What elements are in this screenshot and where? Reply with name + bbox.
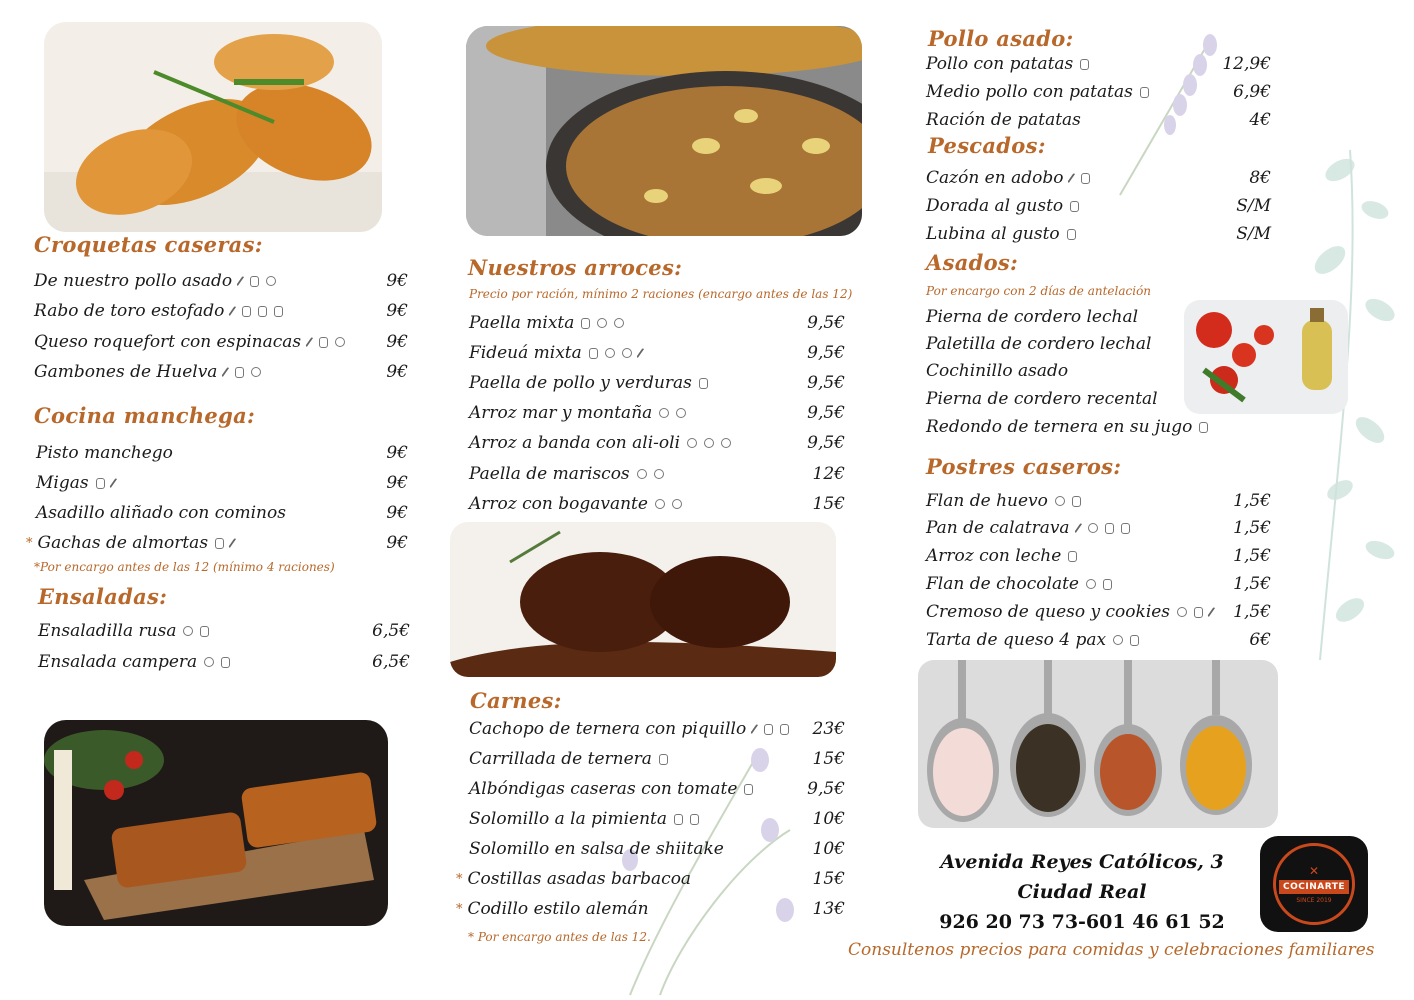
item-name: Ración de patatas [926, 110, 1081, 130]
item-price: 12,9€ [1222, 54, 1271, 74]
allergen-icon [636, 347, 646, 358]
allergen-icon [1199, 422, 1208, 433]
item-price: S/M [1236, 196, 1271, 216]
menu-item [469, 400, 845, 426]
allergen-icon [1113, 635, 1123, 645]
allergen-icon [236, 275, 246, 286]
menu-item [36, 500, 408, 526]
logo-ring [1273, 843, 1355, 925]
manchega-note: *Por encargo antes de las 12 (mínimo 4 raciones) [34, 560, 335, 574]
allergen-icon [229, 305, 239, 316]
item-price: 6,5€ [372, 621, 410, 641]
menu-item [926, 304, 1176, 330]
item-name: Cremoso de queso y cookies [926, 602, 1171, 622]
item-name: Costillas asadas barbacoa [467, 869, 692, 889]
allergen-icon [1207, 606, 1217, 617]
item-price: 13€ [812, 899, 845, 919]
allergen-icon [1055, 496, 1065, 506]
menu-item [34, 298, 408, 324]
paella-photo [466, 26, 862, 236]
footer-note: Consultenos precios para comidas y celebraciones familiares [848, 940, 1375, 960]
allergen-icon [1088, 523, 1098, 533]
menu-item [34, 268, 408, 294]
menu-item [38, 649, 410, 675]
item-name: Cachopo de ternera con piquillo [469, 719, 747, 739]
allergen-icon [704, 438, 714, 448]
arroces-title: Nuestros arroces: [468, 255, 683, 280]
item-name: Paella mixta [469, 313, 575, 333]
carrillada-photo [450, 522, 836, 677]
menu-item [469, 430, 845, 456]
item-name: Pisto manchego [36, 443, 173, 463]
allergen-icon [1177, 607, 1187, 617]
item-price: 9,5€ [807, 779, 845, 799]
item-name: Arroz a banda con ali-oli [469, 433, 681, 453]
menu-item [469, 746, 845, 772]
city-line: Ciudad Real [1017, 881, 1147, 903]
menu-item [26, 530, 408, 556]
menu-item [34, 359, 408, 385]
restaurant-logo [1260, 836, 1368, 932]
allergen-icon [744, 784, 753, 795]
menu-item [926, 193, 1271, 219]
menu-item [926, 599, 1271, 625]
carnes-title: Carnes: [470, 688, 562, 713]
allergen-icon [655, 499, 665, 509]
item-name: Gambones de Huelva [34, 362, 218, 382]
allergen-icon [699, 378, 708, 389]
allergen-icon [1081, 173, 1090, 184]
item-name: Rabo de toro estofado [34, 301, 225, 321]
allergen-icon [589, 348, 598, 359]
item-price: 23€ [812, 719, 845, 739]
item-price: 9€ [386, 301, 408, 321]
item-price: 9,5€ [807, 403, 845, 423]
item-price: 9€ [386, 533, 408, 553]
item-price: 1,5€ [1233, 602, 1271, 622]
item-name: Migas [36, 473, 89, 493]
allergen-icon [721, 438, 731, 448]
menu-item [926, 386, 1176, 412]
item-price: 4€ [1249, 110, 1271, 130]
allergen-icon [242, 306, 251, 317]
item-name: Solomillo a la pimienta [469, 809, 667, 829]
allergen-icon [319, 337, 328, 348]
allergen-icon [1074, 522, 1084, 533]
item-price: 1,5€ [1233, 518, 1271, 538]
allergen-icon [750, 723, 760, 734]
allergen-icon [676, 408, 686, 418]
allergen-icon [228, 537, 238, 548]
item-name: Dorada al gusto [926, 196, 1064, 216]
menu-item [34, 329, 408, 355]
item-name: Lubina al gusto [926, 224, 1060, 244]
menu-item [469, 461, 845, 487]
allergen-icon [1072, 496, 1081, 507]
allergen-icon [674, 814, 683, 825]
item-name: Medio pollo con patatas [926, 82, 1133, 102]
item-name: Albóndigas caseras con tomate [469, 779, 738, 799]
allergen-icon [1070, 201, 1079, 212]
allergen-icon [780, 724, 789, 735]
item-price: 9,5€ [807, 313, 845, 333]
item-price: 1,5€ [1233, 491, 1271, 511]
item-price: 9,5€ [807, 373, 845, 393]
item-price: 6,9€ [1233, 82, 1271, 102]
allergen-icon [1194, 607, 1203, 618]
spices-photo [918, 660, 1278, 828]
item-name: De nuestro pollo asado [34, 271, 233, 291]
order-star: * [456, 871, 463, 887]
item-price: 6€ [1249, 630, 1271, 650]
menu-item [469, 806, 845, 832]
allergen-icon [1121, 523, 1130, 534]
allergen-icon [183, 626, 193, 636]
item-price: 9€ [386, 473, 408, 493]
menu-item [926, 358, 1176, 384]
allergen-icon [614, 318, 624, 328]
menu-item [926, 221, 1271, 247]
menu-item [926, 543, 1271, 569]
item-name: Paella de mariscos [469, 464, 630, 484]
address-line: Avenida Reyes Católicos, 3 [940, 851, 1224, 873]
arroces-note: Precio por ración, mínimo 2 raciones (encargo antes de las 12) [469, 287, 853, 301]
allergen-icon [222, 366, 232, 377]
menu-item [456, 896, 845, 922]
allergen-icon [251, 367, 261, 377]
menu-item [926, 627, 1271, 653]
item-name: Pollo con patatas [926, 54, 1074, 74]
allergen-icon [690, 814, 699, 825]
item-price: 1,5€ [1233, 546, 1271, 566]
allergen-icon [1086, 579, 1096, 589]
allergen-icon [1067, 229, 1076, 240]
allergen-icon [274, 306, 283, 317]
phone-numbers: 926 20 73 73-601 46 61 52 [939, 911, 1225, 933]
allergen-icon [687, 438, 697, 448]
allergen-icon [266, 276, 276, 286]
item-name: Redondo de ternera en su jugo [926, 417, 1193, 437]
allergen-icon [200, 626, 209, 637]
asados-note: Por encargo con 2 días de antelación [926, 284, 1152, 298]
item-price: 9,5€ [807, 343, 845, 363]
item-price: 9,5€ [807, 433, 845, 453]
item-name: Asadillo aliñado con cominos [36, 503, 286, 523]
menu-item [469, 340, 845, 366]
costillas-photo [44, 720, 388, 926]
item-name: Solomillo en salsa de shiitake [469, 839, 724, 859]
order-star: * [456, 901, 463, 917]
menu-item [469, 370, 845, 396]
menu-item [469, 491, 845, 517]
item-name: Cazón en adobo [926, 168, 1064, 188]
allergen-icon [1103, 579, 1112, 590]
asados-title: Asados: [926, 250, 1019, 275]
allergen-icon [250, 276, 259, 287]
item-price: 9€ [386, 271, 408, 291]
allergen-icon [1080, 59, 1089, 70]
item-price: 15€ [812, 869, 845, 889]
item-name: Arroz con leche [926, 546, 1062, 566]
item-name: Queso roquefort con espinacas [34, 332, 302, 352]
item-price: 8€ [1249, 168, 1271, 188]
allergen-icon [221, 657, 230, 668]
menu-item [456, 866, 845, 892]
menu-item [469, 836, 845, 862]
croquetas-photo [44, 22, 382, 232]
allergen-icon [1068, 551, 1077, 562]
allergen-icon [654, 469, 664, 479]
item-price: 15€ [812, 749, 845, 769]
item-price: 12€ [812, 464, 845, 484]
allergen-icon [1130, 635, 1139, 646]
allergen-icon [258, 306, 267, 317]
menu-item [926, 165, 1271, 191]
item-name: Paletilla de cordero lechal [926, 334, 1152, 354]
allergen-icon [1068, 172, 1078, 183]
menu-item [36, 470, 408, 496]
item-price: S/M [1236, 224, 1271, 244]
allergen-icon [597, 318, 607, 328]
item-price: 15€ [812, 494, 845, 514]
item-name: Gachas de almortas [37, 533, 209, 553]
item-price: 9€ [386, 362, 408, 382]
item-name: Ensaladilla rusa [38, 621, 177, 641]
item-name: Pierna de cordero recental [926, 389, 1158, 409]
item-name: Fideuá mixta [469, 343, 582, 363]
allergen-icon [672, 499, 682, 509]
pollo-title: Pollo asado: [928, 26, 1074, 51]
carnes-note: * Por encargo antes de las 12. [468, 930, 651, 944]
menu-item [469, 776, 845, 802]
item-name: Pierna de cordero lechal [926, 307, 1139, 327]
menu-item [926, 331, 1176, 357]
menu-item [469, 716, 845, 742]
item-name: Ensalada campera [38, 652, 198, 672]
menu-item [926, 515, 1271, 541]
menu-item [926, 79, 1271, 105]
logo-name: COCINARTE [1279, 880, 1349, 894]
allergen-icon [1140, 87, 1149, 98]
logo-since: SINCE 2019 [1296, 897, 1332, 904]
item-name: Codillo estilo alemán [467, 899, 649, 919]
item-name: Tarta de queso 4 pax [926, 630, 1107, 650]
allergen-icon [637, 469, 647, 479]
allergen-icon [235, 367, 244, 378]
allergen-icon [605, 348, 615, 358]
allergen-icon [335, 337, 345, 347]
allergen-icon [109, 477, 119, 488]
order-star: * [26, 535, 33, 551]
item-name: Arroz con bogavante [469, 494, 648, 514]
menu-item [36, 440, 408, 466]
allergen-icon [204, 657, 214, 667]
allergen-icon [581, 318, 590, 329]
item-name: Carrillada de ternera [469, 749, 652, 769]
allergen-icon [659, 754, 668, 765]
item-name: Paella de pollo y verduras [469, 373, 692, 393]
allergen-icon [622, 348, 632, 358]
menu-item [926, 488, 1271, 514]
item-name: Flan de huevo [926, 491, 1048, 511]
item-price: 9€ [386, 503, 408, 523]
item-price: 9€ [386, 332, 408, 352]
item-name: Arroz mar y montaña [469, 403, 653, 423]
allergen-icon [659, 408, 669, 418]
allergen-icon [305, 336, 315, 347]
item-price: 10€ [812, 809, 845, 829]
menu-item [926, 107, 1271, 133]
menu-item [469, 310, 845, 336]
item-price: 6,5€ [372, 652, 410, 672]
croquetas-title: Croquetas caseras: [34, 232, 263, 257]
item-price: 10€ [812, 839, 845, 859]
manchega-title: Cocina manchega: [34, 403, 256, 428]
allergen-icon [215, 538, 224, 549]
pescados-title: Pescados: [928, 133, 1046, 158]
menu-item [38, 618, 410, 644]
ensaladas-title: Ensaladas: [38, 584, 168, 609]
postres-title: Postres caseros: [926, 454, 1122, 479]
allergen-icon [1105, 523, 1114, 534]
tomato-oil-photo [1184, 300, 1348, 414]
item-name: Flan de chocolate [926, 574, 1079, 594]
menu-item [926, 51, 1271, 77]
item-name: Cochinillo asado [926, 361, 1069, 381]
fork-knife-icon: ✕ [1308, 864, 1320, 878]
menu-item [926, 414, 1206, 440]
item-price: 1,5€ [1233, 574, 1271, 594]
allergen-icon [764, 724, 773, 735]
allergen-icon [96, 478, 105, 489]
item-price: 9€ [386, 443, 408, 463]
menu-item [926, 571, 1271, 597]
item-name: Pan de calatrava [926, 518, 1070, 538]
